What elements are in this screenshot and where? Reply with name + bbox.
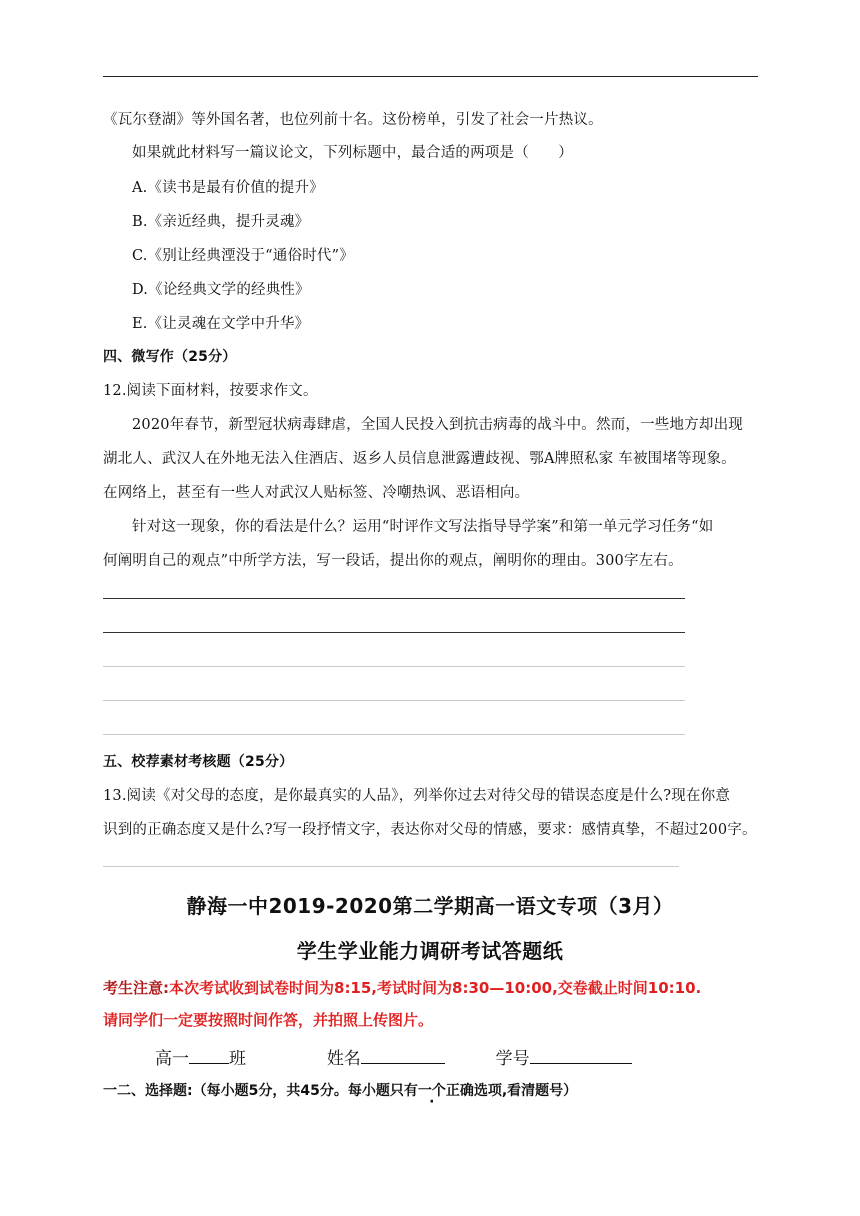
section4-heading: 四、微写作（25分） xyxy=(103,349,237,365)
id-field[interactable] xyxy=(530,1047,632,1064)
material-line-3: 在网络上，甚至有一些人对武汉人贴标签、冷嘲热讽、恶语相向。 xyxy=(103,485,530,501)
option-c: C.《别让经典湮没于“通俗时代”》 xyxy=(132,248,354,264)
material-line-1: 2020年春节，新型冠状病毒肆虐，全国人民投入到抗击病毒的战斗中。然而，一些地方却出现 xyxy=(132,417,743,433)
section5-heading: 五、校荐素材考核题（25分） xyxy=(103,754,294,770)
class-suffix: 班 xyxy=(229,1049,246,1069)
answer-line[interactable] xyxy=(103,866,679,867)
answer-line[interactable] xyxy=(103,666,685,667)
continuation-text: 《瓦尔登湖》等外国名著，也位列前十名。这份榜单，引发了社会一片热议。 xyxy=(103,112,603,128)
notice-line-1 xyxy=(103,977,701,999)
answer-line[interactable] xyxy=(103,632,685,633)
notice-text-2: 请同学们一定要按照时间作答，并拍照上传图片。 xyxy=(103,1011,434,1029)
option-d: D.《论经典文学的经典性》 xyxy=(132,282,310,298)
question-12: 12.阅读下面材料，按要求作文。 xyxy=(103,383,318,399)
prompt-line-1: 针对这一现象，你的看法是什么？运用“时评作文写法指导导学案”和第一单元学习任务“如 xyxy=(132,519,714,535)
answer-line[interactable] xyxy=(103,734,685,735)
class-field[interactable] xyxy=(189,1047,229,1064)
name-field[interactable] xyxy=(361,1047,445,1064)
notice-text: 本次考试收到试卷时间为8:15,考试时间为8:30—10:00,交卷截止时间10:10. xyxy=(169,979,702,997)
header-rule xyxy=(103,76,758,77)
material-line-2: 湖北人、武汉人在外地无法入住酒店、返乡人员信息泄露遭歧视、鄂A牌照私家 车被围堵等现象。 xyxy=(103,451,736,467)
answer-line[interactable] xyxy=(103,700,685,701)
answer-sheet-title: 静海一中2019-2020第二学期高一语文专项（3月） xyxy=(186,894,674,918)
class-prefix: 高一 xyxy=(155,1049,189,1069)
answer-sheet-subtitle: 学生学业能力调研考试答题纸 xyxy=(296,939,564,963)
question-13-line-2: 识到的正确态度又是什么?写一段抒情文字，表达你对父母的情感，要求：感情真挚，不超过200字。 xyxy=(103,822,757,838)
name-label: 姓名 xyxy=(326,1049,361,1069)
option-a: A.《读书是最有价值的提升》 xyxy=(132,180,324,196)
choice-heading-text-end: 正确选项,看清题号） xyxy=(445,1083,578,1099)
student-info-row xyxy=(155,1044,632,1069)
notice-line-2 xyxy=(103,1009,433,1031)
id-label: 学号 xyxy=(495,1049,530,1069)
choice-section-heading xyxy=(103,1080,577,1100)
choice-heading-emphasis: 一个 xyxy=(417,1083,446,1099)
question-stem: 如果就此材料写一篇议论文，下列标题中，最合适的两项是（ ） xyxy=(132,145,573,161)
option-b: B.《亲近经典，提升灵魂》 xyxy=(132,214,310,230)
option-e: E.《让灵魂在文学中升华》 xyxy=(132,316,310,332)
question-13-line-1: 13.阅读《对父母的态度，是你最真实的人品》，列举你过去对待父母的错误态度是什么?现在你意 xyxy=(103,788,731,804)
choice-heading-text: 一二、选择题:（每小题5分，共45分。每小题只有 xyxy=(103,1083,418,1099)
answer-line[interactable] xyxy=(103,598,685,599)
notice-label: 考生注意: xyxy=(103,979,169,997)
prompt-line-2: 何阐明自己的观点”中所学方法，写一段话，提出你的观点，阐明你的理由。300字左右。 xyxy=(103,553,683,569)
